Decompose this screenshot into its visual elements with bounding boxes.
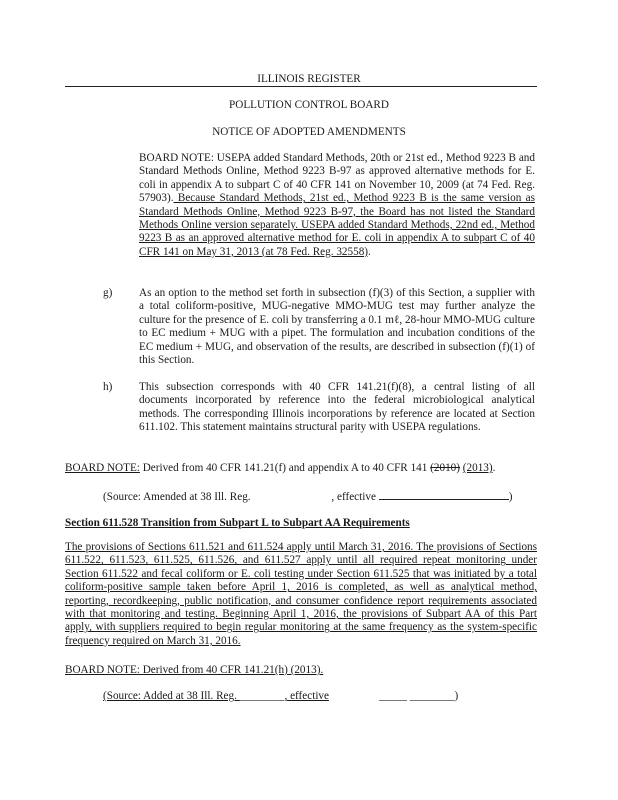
source-added: (Source: Added at 38 Ill. Reg. ________, effective _____ ________) [103,690,459,702]
header-rule [65,86,537,87]
added-year: (2013) [462,462,493,474]
item-g-text: As an option to the method set forth in subsection (f)(3) of this Section, a supplier with a total coliform-positive, MUG-negative MMO-MUG test may further analyze the culture for the presence of E. coli by transferring a 0.1 mℓ, 28-hour MMO-MUG culture to EC medium + MUG with a pipet. The formulation and incubation conditions of the EC medium + MUG, and observation of the results, are described in subsection (f)(1) of this Section. [139,287,535,367]
notice-title: NOTICE OF ADOPTED AMENDMENTS [212,126,406,138]
board-note-methods-added: Because Standard Methods, 21st ed., Method 9223 B is the same version as Standard Methods Online, Method 9223 B-97, the Board has not listed the Standard Methods Online version separately. USEPA added Standard Methods, 22nd ed., Method 9223 B as an approved alternative method for E. coli in appendix A to subpart C of 40 CFR 141 on May 31, 2013 (at 78 Fed. Reg. 32558) [139,192,535,258]
board-note-label: BOARD NOTE: [65,462,140,474]
section-body: The provisions of Sections 611.521 and 611.524 apply until March 31, 2016. The provisions of Sections 611.522, 611.523, 611.525, 611.526, and 611.527 apply until all required repeat monitoring under Section 611.522 and fecal coliform or E. coli testing under Section 611.525 that was initiated by a total coliform-positive sample taken before April 1, 2016 is completed, as well as analytical method, reporting, recordkeeping, public notification, and consumer confidence report requirements associated with that monitoring and testing. Beginning April 1, 2016, the provisions of Subpart AA of this Part apply, with suppliers required to begin regular monitoring at the same frequency as the system-specific frequency required on March 31, 2016. [65,541,537,647]
board-note-methods-text: BOARD NOTE: USEPA added Standard Methods, 20th or 21st ed., Method 9223 B and Standard Methods Online, Method 9223 B-97 as approved alternative methods for E. coli in appendix A to subpart C of 40 CFR 141 on November 10, 2009 (at 74 Fed. Reg. 57903). [139,152,535,205]
item-h-label: h) [103,381,113,393]
effective-date-blank [379,489,509,500]
item-h-text: This subsection corresponds with 40 CFR 141.21(f)(8), a central listing of all documents incorporated by reference into the federal microbiological analytical methods. The corresponding Illinois incorporations by reference are located at Section 611.102. This statement maintains structural parity with USEPA regulations. [139,381,535,434]
source-amended: (Source: Amended at 38 Ill. Reg. , effective ) [103,491,513,503]
board-title: POLLUTION CONTROL BOARD [229,99,389,111]
deleted-year: (2010) [430,462,460,474]
section-title: Section 611.528 Transition from Subpart L to Subpart AA Requirements [65,517,410,529]
register-title: ILLINOIS REGISTER [257,73,361,85]
board-note-section: BOARD NOTE: Derived from 40 CFR 141.21(h) (2013). [65,664,324,676]
board-note-derived: BOARD NOTE: Derived from 40 CFR 141.21(f) and appendix A to 40 CFR 141 (2010) (2013). [65,462,496,474]
item-g-label: g) [103,287,113,299]
board-note-methods: BOARD NOTE: USEPA added Standard Methods, 20th or 21st ed., Method 9223 B and Standard Methods Online, Method 9223 B-97 as approved alternative methods for E. coli in appendix A to subpart C of 40 CFR 141 on November 10, 2009 (at 74 Fed. Reg. 57903). Because Standard Methods, 21st ed., Method 9223 B is the same version as Standard Methods Online, Method 9223 B-97, the Board has not listed the Standard Methods Online version separately. USEPA added Standard Methods, 22nd ed., Method 9223 B as an approved alternative method for E. coli in appendix A to subpart C of 40 CFR 141 on May 31, 2013 (at 78 Fed. Reg. 32558). [139,152,535,258]
